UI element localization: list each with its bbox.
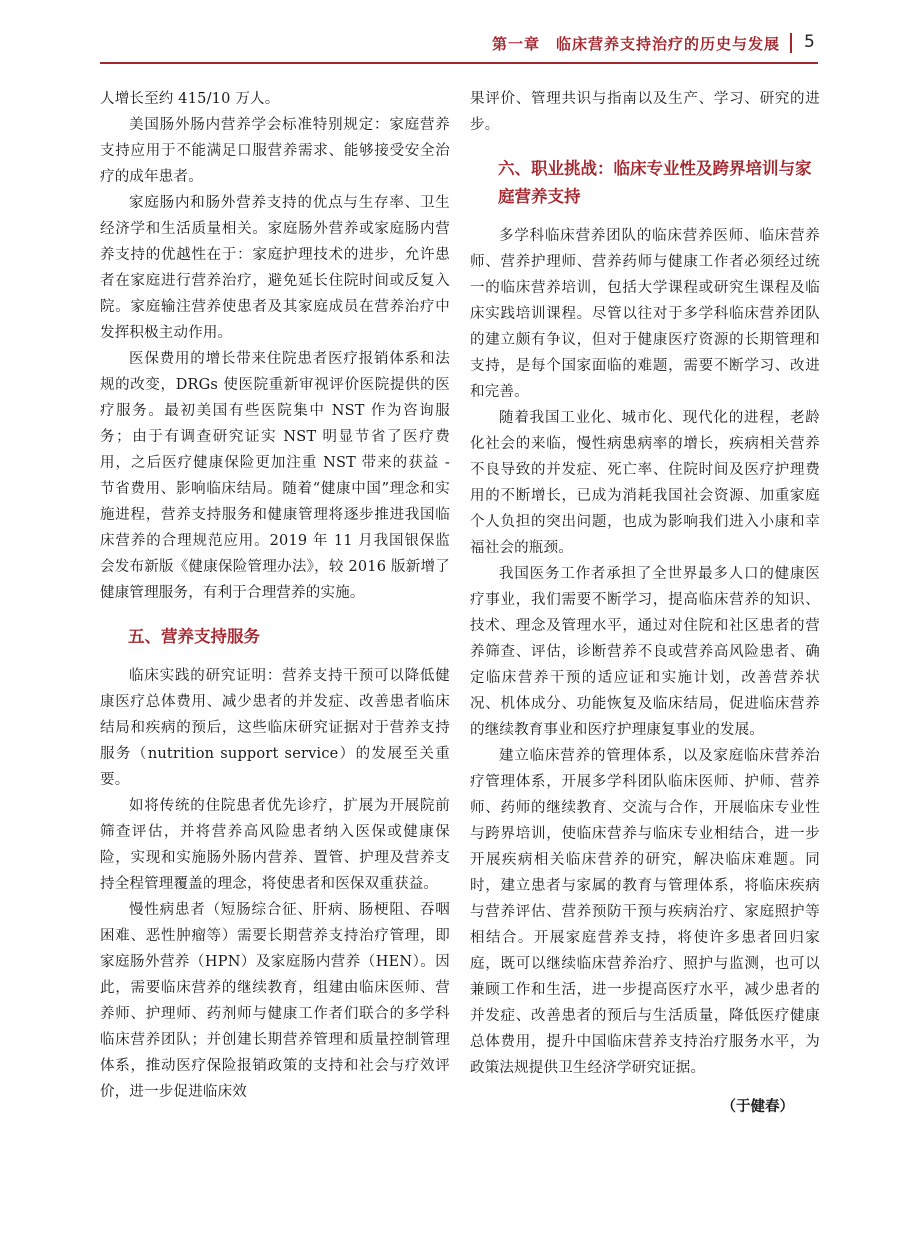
right-column [470, 86, 820, 1116]
paragraph: 医保费用的增长带来住院患者医疗报销体系和法规的改变，DRGs 使医院重新审视评价医院提供的医疗服务。最初美国有些医院集中 NST 作为咨询服务；由于有调查研究证实 NST 明显节省了医疗费用，之后医疗健康保险更加注重 NST 带来的获益 - 节省费用、影响临床结局。随着“健康中国”理念和实施进程，营养支持服务和健康管理将逐步推进我国临床营养的合理规范应用。2019 年 11 月我国银保监会发布新版《健康保险管理办法》，较 2016 版新增了健康管理服务，有利于合理营养的实施。 [100, 351, 450, 601]
paragraph: 多学科临床营养团队的临床营养医师、临床营养师、营养护理师、营养药师与健康工作者必须经过统一的临床营养培训，包括大学课程或研究生课程及临床实践培训课程。尽管以往对于多学科临床营养团队的建立颇有争议，但对于健康医疗资源的长期管理和支持，是每个国家面临的难题，需要不断学习、改进和完善。 [470, 228, 820, 400]
section-heading: 六、职业挑战：临床专业性及跨界培训与家庭营养支持 [498, 159, 812, 206]
paragraph: 建立临床营养的管理体系，以及家庭临床营养治疗管理体系，开展多学科团队临床医师、护师、营养师、药师的继续教育、交流与合作，开展临床专业性与跨界培训，使临床营养与临床专业相结合，进一步开展疾病相关临床营养的研究，解决临床难题。同时，建立患者与家属的教育与管理体系，将临床疾病与营养评估、营养预防干预与疾病治疗、家庭照护等相结合。开展家庭营养支持，将使许多患者回归家庭，既可以继续临床营养治疗、照护与监测，也可以兼顾工作和生活，进一步提高医疗水平，减少患者的并发症、改善患者的预后与生活质量，降低医疗健康总体费用，提升中国临床营养支持治疗服务水平，为政策法规提供卫生经济学研究证据。 [470, 748, 820, 1076]
paragraph: 我国医务工作者承担了全世界最多人口的健康医疗事业，我们需要不断学习，提高临床营养的知识、技术、理念及管理水平，通过对住院和社区患者的营养筛查、评估，诊断营养不良或营养高风险患者、确定临床营养干预的适应证和实施计划，改善营养状况、机体成分、功能恢复及临床结局，促进临床营养的继续教育事业和医疗护理康复事业的发展。 [470, 566, 820, 738]
paragraph: 美国肠外肠内营养学会标准特别规定：家庭营养支持应用于不能满足口服营养需求、能够接受安全治疗的成年患者。 [100, 117, 450, 185]
page-header [0, 0, 900, 62]
paragraph: 果评价、管理共识与指南以及生产、学习、研究的进步。 [470, 91, 820, 133]
paragraph: 如将传统的住院患者优先诊疗，扩展为开展院前筛查评估，并将营养高风险患者纳入医保或健康保险，实现和实施肠外肠内营养、置管、护理及营养支持全程管理覆盖的理念，将使患者和医保双重获益。 [100, 798, 450, 892]
author-signature: （于健春） [721, 1099, 794, 1115]
paragraph: 家庭肠内和肠外营养支持的优点与生存率、卫生经济学和生活质量相关。家庭肠外营养或家庭肠内营养支持的优越性在于：家庭护理技术的进步，允许患者在家庭进行营养治疗，避免延长住院时间或反复入院。家庭输注营养使患者及其家庭成员在营养治疗中发挥积极主动作用。 [100, 195, 450, 341]
paragraph: 随着我国工业化、城市化、现代化的进程，老龄化社会的来临，慢性病患病率的增长，疾病相关营养不良导致的并发症、死亡率、住院时间及医疗护理费用的不断增长，已成为消耗我国社会资源、加重家庭个人负担的突出问题，也成为影响我们进入小康和幸福社会的瓶颈。 [470, 410, 820, 556]
page-number: 5 [804, 32, 815, 52]
paragraph: 慢性病患者（短肠综合征、肝病、肠梗阻、吞咽困难、恶性肿瘤等）需要长期营养支持治疗管理，即家庭肠外营养（HPN）及家庭肠内营养（HEN）。因此，需要临床营养的继续教育，组建由临床医师、营养师、护理师、药剂师与健康工作者们联合的多学科临床营养团队；并创建长期营养管理和质量控制管理体系，推动医疗保险报销政策的支持和社会与疗效评价，进一步促进临床效 [100, 902, 450, 1100]
paragraph: 人增长至约 415/10 万人。 [100, 91, 280, 107]
header-rule [100, 62, 818, 64]
section-heading: 五、营养支持服务 [128, 627, 260, 646]
left-column [100, 86, 450, 1105]
chapter-title: 第一章 临床营养支持治疗的历史与发展 [491, 35, 780, 53]
paragraph: 临床实践的研究证明：营养支持干预可以降低健康医疗总体费用、减少患者的并发症、改善患者临床结局和疾病的预后，这些临床研究证据对于营养支持服务（nutrition support service）的发展至关重要。 [100, 668, 450, 788]
header-separator [790, 33, 792, 53]
